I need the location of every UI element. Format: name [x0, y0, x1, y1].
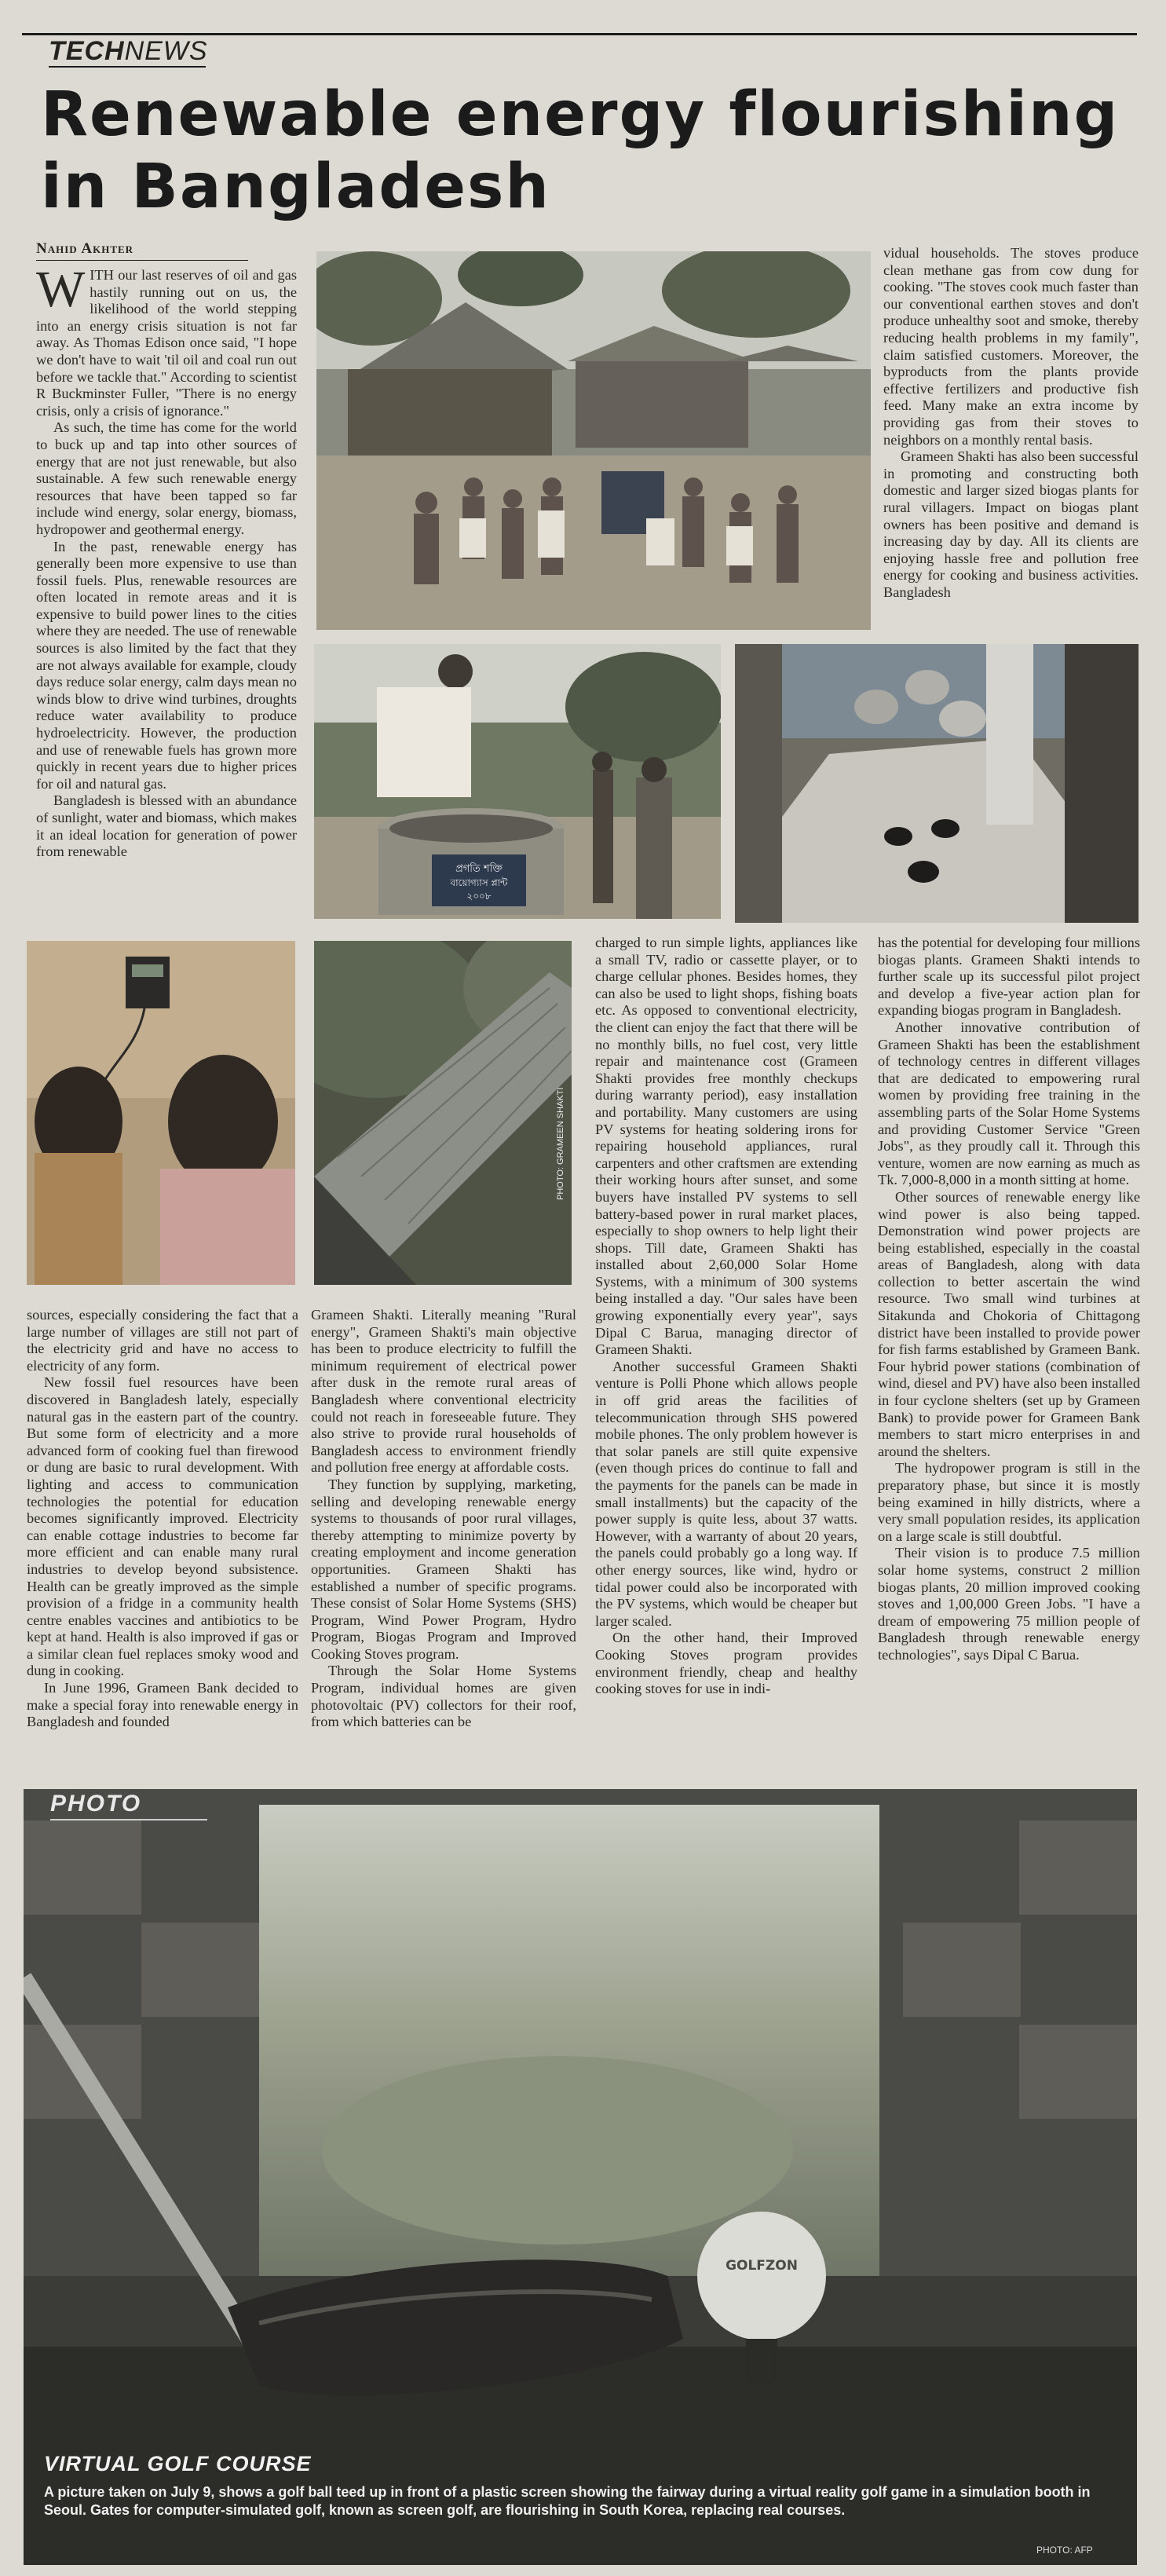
- golf-photo-title: VIRTUAL GOLF COURSE: [44, 2452, 312, 2475]
- golf-photo-caption: A picture taken on July 9, shows a golf ball teed up in front of a plastic screen showing the fairway during a virtual reality golf game in a simulation booth in Seoul. Gates for computer-simulated golf, known as screen golf, are flourishing in South Korea, replacing real courses.: [44, 2484, 1091, 2518]
- paragraph: Grameen Shakti. Literally meaning "Rural energy", Grameen Shakti's main objective has been to produce electricity to fulfill the minimum requirement of electrical power after dusk in the remote rural areas of Bangladesh where conventional electricity could not reach in foreseeable future. They also strive to provide rural households of Bangladesh access to environment friendly and pollution free energy at affordable costs.: [311, 1307, 576, 1476]
- biogas-sign-line-1: প্রগতি শক্তি: [455, 863, 503, 875]
- paragraph: They function by supplying, marketing, selling and developing renewable energy systems to thousands of poor rural villages, thereby attempting to minimize poverty by creating employment and income generation opportunities. Grameen Shakti has established a number of specific programs. These consist of Solar Home Systems (SHS) Program, Wind Power Program, Hydro Program, Biogas Program and Improved Cooking Stoves program.: [311, 1476, 576, 1662]
- photo-label-underline: [50, 1819, 207, 1820]
- paragraph: Grameen Shakti has also been successful in promoting and constructing both domestic and larger sized biogas plants for rural villagers. Impact on biogas plant owners has been positive and demand is increasing day by day. All its clients are enjoying hassle free and pollution free energy for cooking and business activities. Bangladesh: [883, 448, 1139, 600]
- byline-rule: [36, 260, 248, 261]
- paragraph: New fossil fuel resources have been discovered in Bangladesh lately, especially natural gas in the eastern part of the country. But some form of electricity and a more advanced form of cooking fuel than firewood or dung are basic to rural development. With lighting and access to communication technologies the potential for education becomes significantly improved. Electricity can enable cottage industries to become far more efficient and can enable many rural industries to develop beyond subsistence. Health can be greatly improved as the simple provision of a fridge in a community health centre enables vaccines and antibiotics to be kept at hand. Health is also improved if gas or a similar clean fuel replaces smoky wood and dung in cooking.: [27, 1374, 298, 1679]
- photo-women-solar-controller: [27, 941, 295, 1285]
- paragraph: has the potential for developing four millions biogas plants. Grameen Shakti intends to further scale up its successful pilot project and develop a five-year action plan for expanding biogas program in Bangladesh.: [878, 935, 1140, 1019]
- solar-photo-credit: PHOTO: GRAMEEN SHAKTI: [556, 1087, 565, 1200]
- section-tag: [49, 36, 208, 67]
- paragraph: charged to run simple lights, appliances like a small TV, radio or cassette player, or to charge cellular phones. Besides homes, they can also be used to light shops, fishing boats etc. As opposed to conventional electricity, the client can enjoy the fact that there will be no monthly bills, no fuel cost, very little repair and maintenance cost (Grameen Shakti provides free monthly checkups during warranty period), easy installation and portability. Many customers are using PV systems for heating soldering irons for repairing household appliances, rural carpenters and other craftsmen are extending their working hours after sunset, and some buyers have installed PV systems to sell battery-based power in rural market places, especially to shop owners to help light their shops. Till date, Grameen Shakti has installed about 2,60,000 Solar Home Systems, with a minimum of 300 systems being installed a day. "Our sales have been growing exponentially every year", says Dipal C Barua, managing director of Grameen Shakti.: [595, 935, 857, 1358]
- article-col1-top: [36, 267, 297, 911]
- paragraph: In the past, renewable energy has generally been more expensive to use than fossil fuels. Plus, renewable resources are often located in remote areas and it is expensive to build power lines to the cities where they are needed. The use of renewable sources is also limited by the fact that they are not always available for example, cloudy days reduce solar energy, calm days mean no winds blow to drive wind turbines, droughts reduce water availability to produce hydroelectricity. However, the production and use of renewable fuels has grown more quickly in recent years due to higher prices for oil and natural gas.: [36, 538, 297, 792]
- article-col3: [595, 935, 857, 1762]
- paragraph: sources, especially considering the fact that a large number of villages are still not part of the electricity grid and have no access to electricity of any form.: [27, 1307, 298, 1374]
- paragraph: vidual households. The stoves produce clean methane gas from cow dung for cooking. "The stoves cook much faster than our conventional earthen stoves and don't produce unhealthy soot and smoke, thereby reducing health problems in my family", claim satisfied customers. Moreover, the byproducts from the plants provide effective fertilizers and productive fish feed. Many make an extra income by providing gas from their stoves to neighbors on a monthly rental basis.: [883, 245, 1139, 448]
- headline-line-1: Renewable energy flourishing: [41, 79, 1120, 150]
- section-tag-light: NEWS: [124, 36, 208, 66]
- article-col4-bottom: [878, 935, 1140, 1762]
- paragraph: In June 1996, Grameen Bank decided to make a special foray into renewable energy in Bangladesh and founded: [27, 1680, 298, 1730]
- golf-photo-credit: PHOTO: AFP: [1036, 2545, 1093, 2556]
- section-tag-bold: TECH: [49, 36, 125, 66]
- paragraph: Another innovative contribution of Grameen Shakti has been the establishment of technology centres in different villages that are dedicated to empowering rural women by providing free training in the assembling parts of the Solar Home Systems and providing Customer Service "Green Jobs", as they proudly call it. Through this venture, women are now earning as much as Tk. 7,000-8,000 in a month sitting at home.: [878, 1019, 1140, 1188]
- paragraph: Through the Solar Home Systems Program, individual homes are given photovoltaic (PV) collectors for their roof, from which batteries can be: [311, 1663, 576, 1730]
- paragraph: Their vision is to produce 7.5 million solar home systems, construct 2 million biogas plants, 20 million improved cooking stoves and 1,00,000 Green Jobs. "I have a dream of empowering 75 million people of Bangladesh through renewable energy technologies", says Dipal C Barua.: [878, 1545, 1140, 1663]
- masthead-rule: [22, 33, 1137, 35]
- photo-solar-panels: [314, 941, 572, 1285]
- section-underline: [49, 66, 206, 68]
- paragraph: The hydropower program is still in the preparatory phase, but since it is mostly being examined in hilly districts, where a very small population resides, its application on a large scale is still doubtful.: [878, 1460, 1140, 1544]
- headline: [41, 79, 1140, 223]
- biogas-sign-line-2: বায়োগ্যাস প্লান্ট: [450, 877, 508, 888]
- paragraph: Other sources of renewable energy like wind power is also being tapped. Demonstration wind power projects are being established, especially in the coastal areas of Bangladesh, along with data collection to better ascertain the wind resource. Two small wind turbines at Sitakunda and Chokoria of Chittagong district have been installed to provide power for fish farms established by Grameen Bank. Four hybrid power stations (combination of wind, diesel and PV) have also been installed in four cyclone shelters (set up by Grameen Bank) to provide power for Grameen Bank members to start micro enterprises in and around the shelters.: [878, 1188, 1140, 1459]
- biogas-sign-line-3: ২০০৮: [466, 891, 492, 902]
- photo-biogas-plant: [314, 644, 721, 919]
- paragraph: On the other hand, their Improved Cooking Stoves program provides environment friendly, cheap and healthy cooking stoves for use in indi-: [595, 1630, 857, 1697]
- paragraph: Another successful Grameen Shakti venture is Polli Phone which allows people in off grid areas the facilities of telecommunication through SHS powered mobile phones. The only problem however is that solar panels are still quite expensive (even though prices do continue to fall and the payments for the panels can be made in small installments) but the capacity of the power supply is quite less, about 37 watts. However, with a warranty of about 20 years, the panels could probably go a long way. If other energy sources, like wind, hydro or tidal power could also be incorporated with the PV systems, which would be cheaper but larger scaled.: [595, 1358, 857, 1629]
- article-col1-bottom: [27, 1307, 298, 1762]
- golf-ball-brand: GOLFZON: [726, 2258, 798, 2274]
- headline-line-2: in Bangladesh: [41, 152, 550, 222]
- dropcap: W: [36, 267, 86, 318]
- photo-section-label: PHOTO: [50, 1791, 142, 1817]
- paragraph: Bangladesh is blessed with an abundance of sunlight, water and biomass, which makes it an ideal location for generation of power from renewable: [36, 792, 297, 860]
- photo-cooking-stove: [735, 644, 1139, 923]
- photo-virtual-golf: [24, 1789, 1137, 2565]
- paragraph: ITH our last reserves of oil and gas hastily running out on us, the likelihood of the world stepping into an energy crisis situation is not far away. As Thomas Edison once said, "I hope we don't have to wait 'til oil and coal run out before we tackle that." According to scientist R Buckminster Fuller, "There is no energy crisis, only a crisis of ignorance.": [36, 267, 297, 419]
- paragraph: As such, the time has come for the world to buck up and tap into other sources of energy that are not just renewable, but also sustainable. A few such renewable energy resources that have been tapped so far include wind energy, solar energy, biomass, hydropower and geothermal energy.: [36, 419, 297, 537]
- article-col2-bottom: [311, 1307, 576, 1762]
- article-col4-top: [883, 245, 1139, 630]
- photo-village-children: [316, 251, 871, 630]
- byline: Nahid Akhter: [36, 240, 134, 257]
